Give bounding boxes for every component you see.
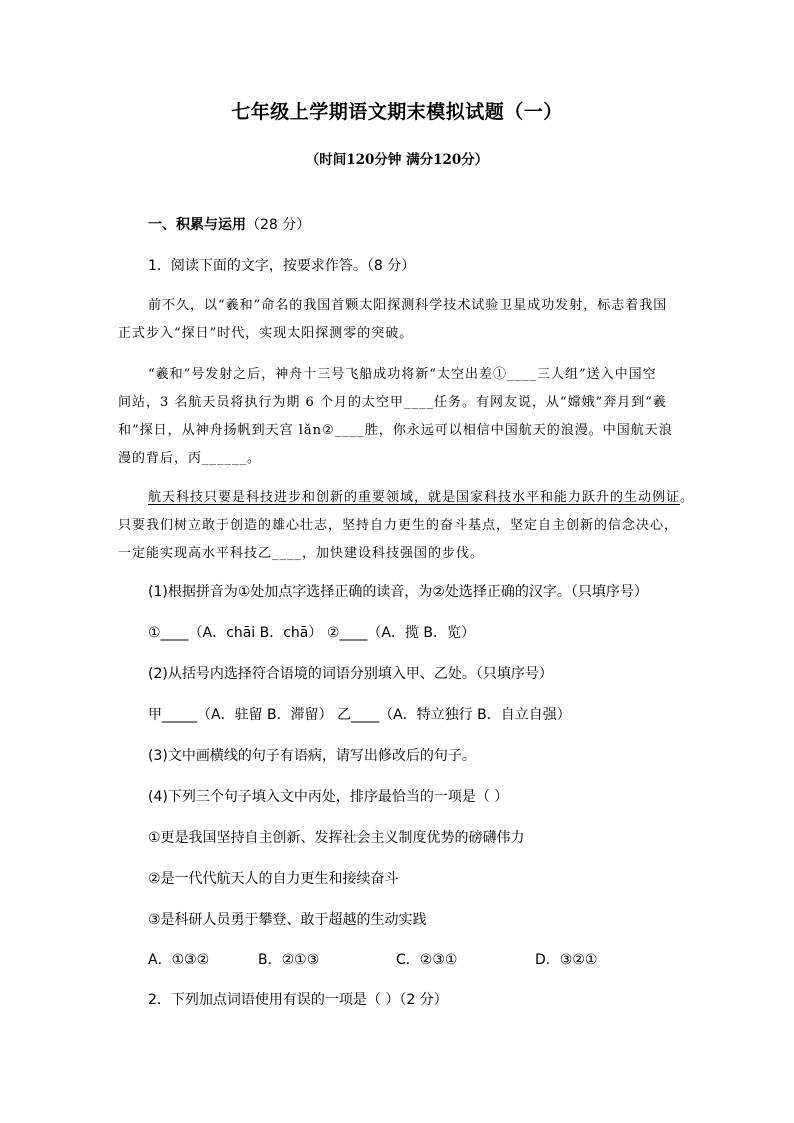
sentence-option-1: ①更是我国坚持自主创新、发挥社会主义制度优势的磅礴伟力: [148, 830, 525, 846]
choice-d: D．③②①: [535, 952, 598, 968]
passage-p2-line1: “羲和”号发射之后，神舟十三号飞船成功将新“太空出差①____三人组”送入中国空: [148, 367, 657, 382]
section-heading-label: 一、积累与运用: [148, 217, 246, 233]
passage-p1-line2: 正式步入“探日”时代，实现太阳探测零的突破。: [118, 326, 414, 341]
choice-a: A．①③②: [148, 952, 210, 968]
choice-b: B．②①③: [258, 952, 320, 968]
page-title: 七年级上学期语文期末模拟试题（一）: [231, 101, 563, 123]
choice-c: C．②③①: [396, 952, 458, 968]
sub-question-3-prompt: (3)文中画横线的句子有语病，请写出修改后的句子。: [148, 748, 476, 764]
sentence-option-3: ③是科研人员勇于攀登、敢于超越的生动实践: [148, 912, 427, 928]
underlined-sentence-end: 。: [680, 490, 695, 505]
sub-question-1-prompt: (1)根据拼音为①处加点字选择正确的读音，为②处选择正确的汉字。（只填序号）: [148, 584, 648, 600]
question-2-stem: 2．下列加点词语使用有误的一项是（ ）（2 分）: [148, 992, 448, 1008]
passage-p3-line3: 一定能实现高水平科技乙____，加快建设科技强国的步伐。: [118, 546, 485, 561]
section-heading-score: （28 分）: [246, 217, 311, 233]
passage-p2-line3: 和”探日，从神舟扬帆到天宫 lǎn②____胜，你永远可以相信中国航天的浪漫。中国航天浪: [118, 423, 673, 438]
sub-question-1-answer: ①____（A．chāi B．chā） ②____（A．揽 B．览）: [148, 625, 476, 641]
section-heading: [148, 215, 310, 235]
question-1-stem: 1．阅读下面的文字，按要求作答。（8 分）: [148, 258, 416, 274]
passage-p3-line1: [148, 488, 694, 508]
underlined-sentence: 航天科技只要是科技进步和创新的重要领域，就是国家科技水平和能力跃升的生动例证: [148, 490, 681, 505]
passage-p2-line2: 间站，3 名航天员将执行为期 6 个月的太空甲____任务。有网友说，从“嫦娥”奔月到“羲: [118, 395, 667, 410]
passage-p3-line2: 只要我们树立敢于创造的雄心壮志，坚持自力更生的奋斗基点，坚定自主创新的信念决心，: [118, 518, 679, 533]
sub-question-4-prompt: (4)下列三个句子填入文中丙处，排序最恰当的一项是（ ）: [148, 789, 509, 805]
sub-question-2-answer: 甲_____（A．驻留 B．滞留） 乙____（A．特立独行 B．自立自强）: [148, 707, 571, 723]
passage-p1-line1: 前不久，以“羲和”命名的我国首颗太阳探测科学技术试验卫星成功发射，标志着我国: [148, 298, 668, 313]
sub-question-2-prompt: (2)从括号内选择符合语境的词语分别填入甲、乙处。（只填序号）: [148, 666, 553, 682]
passage-p2-line4: 漫的背后，丙______。: [118, 451, 262, 466]
sentence-option-2: ②是一代代航天人的自力更生和接续奋斗: [148, 871, 399, 887]
exam-time-score: （时间120分钟 满分120分）: [305, 152, 489, 168]
